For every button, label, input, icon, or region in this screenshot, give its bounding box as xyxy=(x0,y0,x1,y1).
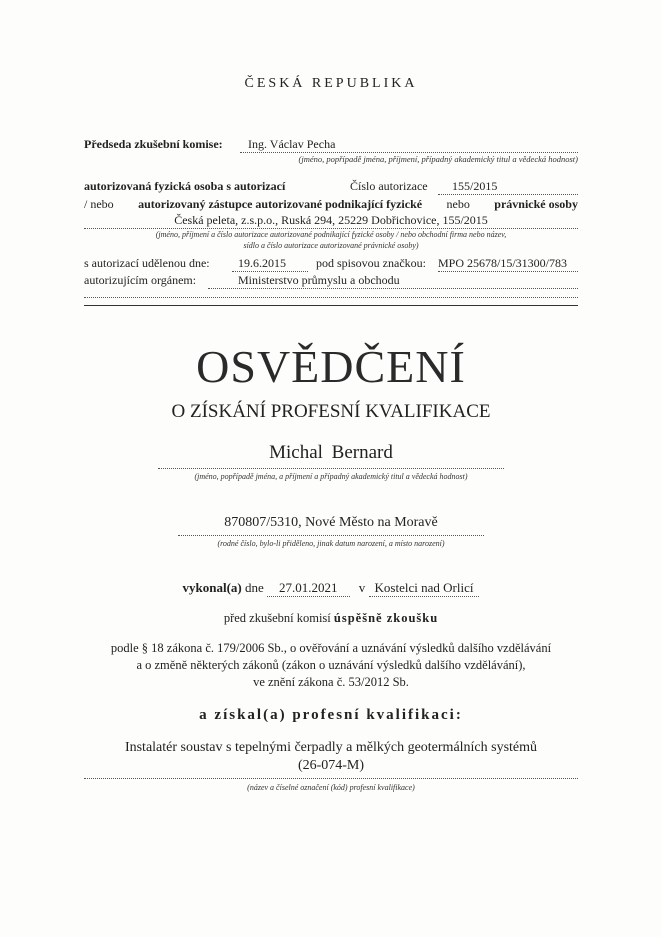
holder-birth-note: (rodné číslo, bylo-li přiděleno, jinak datum narození, a místo narození) xyxy=(217,539,445,548)
chair-value: Ing. Václav Pecha xyxy=(248,137,336,151)
auth-authority-value: Ministerstvo průmyslu a obchodu xyxy=(238,273,400,287)
law-line-2: a o změně některých zákonů (zákon o uznávání výsledků dalšího vzdělávání), xyxy=(136,658,526,672)
auth-file-label: pod spisovou značkou: xyxy=(316,256,426,270)
exam-performed-label: vykonal(a) xyxy=(182,580,242,595)
law-line-3: ve znění zákona č. 53/2012 Sb. xyxy=(253,675,409,689)
auth-file-field xyxy=(438,256,578,272)
auth-authority-field xyxy=(208,273,578,289)
exam-date-value: 27.01.2021 xyxy=(267,580,350,597)
exam-date-label: dne xyxy=(245,580,264,595)
auth-number-value: 155/2015 xyxy=(452,179,498,193)
exam-success-text: úspěšně zkoušku xyxy=(333,611,439,625)
auth-person-label: autorizovaná fyzická osoba s autorizací xyxy=(84,179,286,193)
country-header: ČESKÁ REPUBLIKA xyxy=(244,76,418,91)
holder-name-line xyxy=(158,468,504,469)
header-divider xyxy=(84,305,578,306)
certificate-subtitle: O ZÍSKÁNÍ PROFESNÍ KVALIFIKACE xyxy=(171,401,491,422)
qualification-note: (název a číselné označení (kód) profesní kvalifikace) xyxy=(247,783,415,792)
holder-birth-line xyxy=(178,535,484,536)
chair-label: Předseda zkušební komise: xyxy=(84,137,223,151)
exam-place-value: Kostelci nad Orlicí xyxy=(369,580,480,597)
chair-field xyxy=(240,137,578,153)
auth-or-word: nebo xyxy=(446,197,470,211)
qualification-code: (26-074-M) xyxy=(297,758,365,773)
holder-name: Michal Bernard xyxy=(269,442,393,463)
auth-granted-value: 19.6.2015 xyxy=(238,256,286,270)
auth-entity-note-2: sídlo a číslo autorizace autorizované právnické osoby) xyxy=(243,241,419,250)
holder-birth: 870807/5310, Nové Město na Moravě xyxy=(224,515,438,530)
exam-before-line xyxy=(0,611,662,626)
holder-name-note: (jméno, popřípadě jména, a příjmení a případný akademický titul a vědecká hodnost) xyxy=(194,472,468,481)
law-line-1: podle § 18 zákona č. 179/2006 Sb., o ověřování a uznávání výsledků dalšího vzdělávání xyxy=(110,641,552,655)
exam-place-label: v xyxy=(358,580,366,595)
auth-entity-value: Česká peleta, z.s.p.o., Ruská 294, 25229 Dobřichovice, 155/2015 xyxy=(174,213,488,227)
qualification-line xyxy=(84,778,578,779)
auth-legal-label: právnické osoby xyxy=(494,197,578,211)
qualification-heading: a získal(a) profesní kvalifikaci: xyxy=(199,707,463,723)
exam-line xyxy=(0,580,662,597)
qualification-name: Instalatér soustav s tepelnými čerpadly a mělkých geotermálních systémů xyxy=(124,740,538,755)
auth-number-field xyxy=(438,179,578,195)
certificate-title: OSVĚDČENÍ xyxy=(196,341,466,392)
auth-number-label: Číslo autorizace xyxy=(350,179,428,193)
blank-dotted-line xyxy=(84,297,578,298)
auth-granted-field xyxy=(232,256,308,272)
auth-representative-line xyxy=(84,197,578,212)
auth-entity-field xyxy=(84,213,578,229)
auth-file-value: MPO 25678/15/31300/783 xyxy=(438,256,568,270)
chair-note: (jméno, popřípadě jména, příjmení, případný akademický titul a vědecká hodnost) xyxy=(298,154,578,164)
auth-rep-label: autorizovaný zástupce autorizované podnikající fyzické xyxy=(138,197,423,211)
auth-or-prefix: / nebo xyxy=(84,197,114,211)
auth-granted-label: s autorizací udělenou dne: xyxy=(84,256,210,270)
auth-authority-label: autorizujícím orgánem: xyxy=(84,273,197,287)
auth-entity-note-1: (jméno, příjmení a číslo autorizace autorizované podnikající fyzické osoby / nebo obchodní firma nebo název, xyxy=(155,230,507,239)
exam-before-text: před zkušební komisí xyxy=(223,611,331,625)
